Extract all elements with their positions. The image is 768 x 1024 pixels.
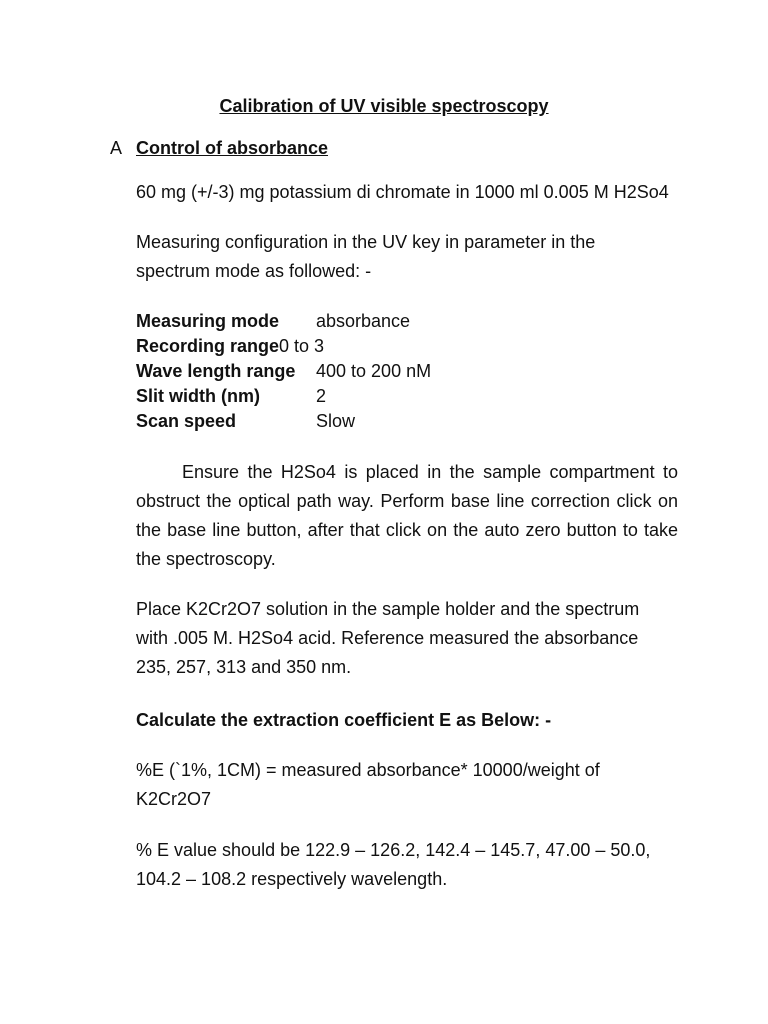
calculation-heading: Calculate the extraction coefficient E as Below: - [136,710,552,730]
parameter-value: 400 to 200 nM [316,361,432,381]
parameter-row [136,359,431,384]
parameter-row [136,309,431,334]
config-intro: Measuring configuration in the UV key in parameter in the spectrum mode as followed: - [136,232,596,281]
sample-paragraph: Place K2Cr2O7 solution in the sample holder and the spectrum with .005 M. H2So4 acid. Reference measured the absorbance 235, 257, 313 and 350 nm. [136,599,640,677]
parameter-value: 0 to 3 [279,336,325,356]
parameter-value: absorbance [316,311,411,331]
procedure-paragraph: Ensure the H2So4 is placed in the sample compartment to obstruct the optical path way. Perform base line correction click on the base line button, after that click on the auto zero button to take the spectroscopy. [136,462,678,569]
parameter-label: Recording range [136,336,280,356]
parameter-row [136,384,431,409]
solution-line: 60 mg (+/-3) mg potassium di chromate in 1000 ml 0.005 M H2So4 [136,182,669,202]
section-letter: A [110,138,123,158]
document-title: Calibration of UV visible spectroscopy [219,96,549,116]
parameter-label: Measuring mode [136,311,280,331]
parameter-value: Slow [316,411,356,431]
parameter-row [136,409,431,434]
formula-paragraph: %E (`1%, 1CM) = measured absorbance* 10000/weight of K2Cr2O7 [136,760,600,809]
section-heading [110,138,328,159]
parameter-value: 2 [316,386,327,406]
parameter-label: Scan speed [136,411,237,431]
expected-values-paragraph: % E value should be 122.9 – 126.2, 142.4 – 145.7, 47.00 – 50.0, 104.2 – 108.2 respectively wavelength. [136,840,651,889]
section-title: Control of absorbance [136,138,329,158]
parameter-row [136,334,431,359]
parameter-label: Slit width (nm) [136,386,260,406]
parameter-table [136,309,431,434]
parameter-label: Wave length range [136,361,296,381]
